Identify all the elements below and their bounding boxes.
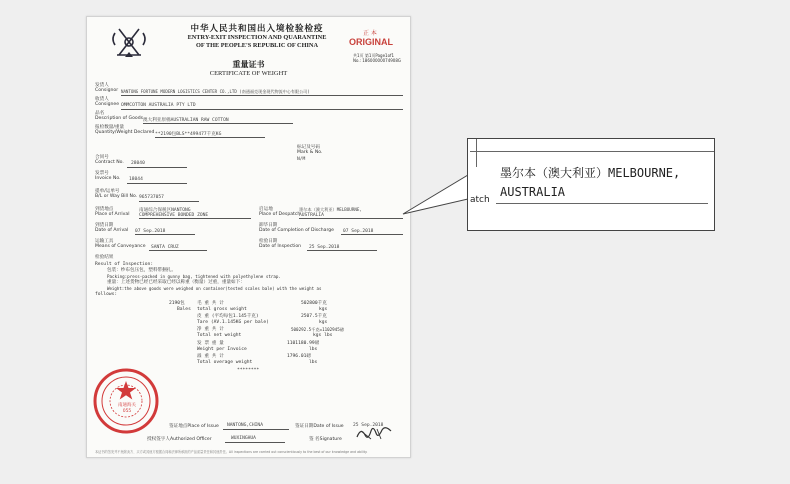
place-of-despatch-label: [259, 207, 300, 218]
tare-label-en: Tare (AV.1.145KG per bale): [197, 320, 269, 325]
contract-label-cn: 合同号: [95, 155, 109, 160]
bill-of-lading-value: 965737057: [139, 195, 164, 200]
zoom-callout: [467, 138, 715, 231]
place-of-arrival-label-cn: 到货地点: [95, 207, 114, 212]
certificate-title-cn: 重量证书: [232, 60, 265, 69]
results-packing-cn: 包装：纱布包压包，塑料带捆扎。: [107, 268, 176, 273]
discharge-line: [341, 234, 403, 235]
handwritten-signature-icon: [355, 425, 393, 443]
place-of-despatch-value-2: AUSTRALIA: [299, 213, 324, 218]
discharge-value: 07 Sep.2018: [343, 229, 374, 234]
certificate-number: No.: 18600000074908G: [353, 58, 401, 63]
bill-of-lading-label-cn: 提单/运单号: [95, 189, 120, 194]
original-cn: 正 本: [363, 30, 377, 37]
consignee-label-en: Consignee: [95, 102, 120, 108]
results-weight-en: Weight:the above goods were weighed on container(tested scales bale) with the weight as: [107, 286, 322, 291]
inspection-date-line: [307, 250, 377, 251]
marks-value: N/M: [297, 157, 306, 162]
bill-of-lading-label-en: B/L or Way Bill No.: [95, 194, 138, 200]
bales-count: 2190包: [169, 301, 185, 306]
results-weight-cn: 重量：上述货物已经已经采取已经以称重（衡量）过重，重量如下：: [107, 280, 245, 285]
original-label: ORIGINAL: [349, 37, 393, 47]
footer-fine-print: 本证书的签发并不免除卖方、买方或其他方根据合同和法律所承担的产品质量责任和其他责任。All inspections are carried out conscientiously to the best of our knowledge and ability.: [95, 450, 368, 454]
net-weight-label-cn: 净 重 共 计: [197, 327, 224, 332]
invoice-label: [95, 171, 121, 182]
invoice-label-en: Invoice No.: [95, 176, 121, 182]
overage-label-en: Total overage weight: [197, 360, 253, 365]
place-of-despatch-label-en: Place of Despatch: [259, 212, 301, 218]
quantity-label-cn: 报检数量/重量: [95, 125, 125, 130]
zoom-top-rule: [470, 151, 714, 152]
date-of-arrival-value: 07 Sep.2018: [135, 229, 166, 234]
end-stars: ********: [237, 368, 260, 373]
quantity-label: [95, 125, 154, 136]
contract-label-en: Contract No.: [95, 160, 124, 166]
bill-of-lading-label: [95, 189, 137, 200]
inspection-date-label-cn: 检验日期: [259, 239, 278, 244]
date-of-arrival-label-cn: 到货日期: [95, 223, 114, 228]
place-of-despatch-line: [299, 218, 403, 219]
stamp-code-text: 055: [122, 409, 132, 414]
tare-label-cn: 皮 重 (平均每包1.145千克): [197, 314, 259, 319]
contract-line: [127, 167, 187, 168]
consignee-line: [121, 109, 403, 110]
place-of-issue-value: NANTONG,CHINA: [227, 423, 263, 428]
bales-label: Bales: [177, 307, 191, 312]
marks-label-cn: 标记及号码: [297, 145, 320, 150]
place-of-arrival-value: 南通综合保税区NANTONG: [139, 208, 191, 213]
results-heading: Result of Inspection:: [95, 262, 154, 267]
bill-of-lading-line: [139, 201, 199, 202]
place-of-arrival-value-2: COMPREHENSIVE BONDED ZONE: [139, 213, 209, 218]
conveyance-label-cn: 运输工具: [95, 239, 114, 244]
authorized-officer-value: WUXINGHUA: [231, 436, 256, 441]
results-label-cn: 检验结果: [95, 255, 114, 260]
discharge-label: [259, 223, 334, 234]
date-of-arrival-label: [95, 223, 128, 234]
consignor-label-cn: 发货人: [95, 83, 109, 88]
zoom-left-rule: [476, 139, 477, 167]
overage-unit: lbs: [309, 360, 318, 365]
ciq-emblem-icon: [105, 25, 153, 63]
consignee-label: [95, 97, 119, 108]
consignor-label: [95, 83, 118, 94]
tare-unit: kgs: [319, 320, 328, 325]
consignee-label-cn: 收货人: [95, 97, 109, 102]
certificate-document: [86, 16, 411, 458]
net-weight-value: 500292.5千克=1102945磅: [291, 327, 344, 332]
gross-weight-value: 502800千克: [301, 301, 327, 306]
title-en: [157, 34, 357, 50]
inspection-date-label: [259, 239, 301, 250]
place-of-issue-line: [223, 429, 289, 430]
stamp-office-text: 南通海关: [118, 403, 136, 408]
place-of-arrival-line: [139, 218, 251, 219]
goods-label-cn: 品名: [95, 111, 105, 116]
consignor-value: NANTONG FORTUNE MODERN LOGISTICS CENTER CO.,LTD (南通福克现金现代物流中心有限公司): [121, 89, 310, 94]
title-en-line1: ENTRY-EXIT INSPECTION AND QUARANTINE: [187, 34, 327, 41]
zoom-despatch-line2: AUSTRALIA: [500, 185, 566, 199]
marks-label: [297, 145, 322, 156]
invoice-weight-label-cn: 发 票 重 量: [197, 341, 224, 346]
zoom-left-label: atch: [470, 195, 490, 205]
date-of-issue-label: 签证日期Date of Issue: [295, 424, 344, 429]
place-of-arrival-label-en: Place of Arrival: [95, 212, 130, 218]
consignor-line: [121, 95, 403, 96]
inspection-date-label-en: Date of Inspection: [259, 244, 302, 250]
invoice-label-cn: 发票号: [95, 171, 109, 176]
date-of-issue-value: 25 Sep.2018: [353, 423, 384, 428]
place-of-despatch-label-cn: 启运地: [259, 207, 273, 212]
goods-label-en: Description of Goods: [95, 116, 144, 122]
invoice-weight-value: 1101180.99磅: [287, 341, 320, 346]
conveyance-line: [149, 250, 207, 251]
gross-weight-label-en: total gross weight: [197, 307, 247, 312]
invoice-line: [127, 183, 187, 184]
discharge-label-cn: 卸毕日期: [259, 223, 278, 228]
goods-label: [95, 111, 143, 122]
place-of-despatch-value: 墨尔本（澳大利亚）MELBOURNE,: [299, 207, 362, 212]
gross-weight-unit: kgs: [319, 307, 328, 312]
net-weight-label-en: Total net weight: [197, 333, 242, 338]
consignee-value: OMMCOTTON AUSTRALIA PTY LTD: [121, 103, 196, 108]
invoice-weight-unit: lbs: [309, 347, 318, 352]
contract-label: [95, 155, 124, 166]
goods-value: 澳大利亚原棉AUSTRALIAN RAW COTTON: [143, 118, 229, 123]
date-of-arrival-line: [135, 234, 195, 235]
results-packing-en: Packing:press-packed in gunny bag, tightened with polyethylene strap.: [107, 274, 281, 279]
page-count: 共1页 第1页Page1of1: [353, 53, 394, 58]
gross-weight-label-cn: 毛 重 共 计: [197, 301, 224, 306]
authorized-officer-label: 授权签字人Authorized Officer: [147, 437, 212, 442]
title-en-line2: OF THE PEOPLE'S REPUBLIC OF CHINA: [195, 42, 319, 49]
inspection-date-value: 25 Sep.2018: [309, 245, 340, 250]
discharge-label-en: Date of Completion of Discharge: [259, 228, 334, 234]
marks-label-en: Mark & No.: [297, 150, 323, 156]
customs-seal-icon: [92, 367, 160, 435]
overage-value: 1796.01磅: [287, 354, 311, 359]
consignor-label-en: Consignor: [95, 88, 119, 94]
title-cn: 中华人民共和国出入境检验检疫: [190, 24, 324, 34]
signature-label: 签 名Signature: [309, 437, 342, 442]
quantity-label-en: Quantity/Weight Declared: [95, 130, 155, 136]
overage-label-cn: 溢 重 共 计: [197, 354, 224, 359]
place-of-arrival-label: [95, 207, 130, 218]
invoice-value: 18044: [129, 177, 143, 182]
tare-value: 2507.5千克: [301, 314, 327, 319]
results-follows: follows:: [95, 292, 118, 297]
certificate-title-en: CERTIFICATE OF WEIGHT: [209, 70, 288, 77]
zoom-underline: [496, 203, 708, 204]
goods-line: [143, 123, 293, 124]
authorized-officer-line: [225, 442, 285, 443]
quantity-line: [155, 137, 265, 138]
invoice-weight-label-en: Weight per Invoice: [197, 347, 247, 352]
place-of-issue-label: 签证地点Place of Issue: [169, 424, 219, 429]
quantity-value: **2190包BLS**499477千克KG: [155, 132, 222, 137]
net-weight-unit: kgs lbs: [313, 333, 333, 338]
contract-value: 28040: [131, 161, 145, 166]
zoom-despatch-line1: 墨尔本（澳大利亚）MELBOURNE,: [500, 166, 681, 180]
date-of-arrival-label-en: Date of Arrival: [95, 228, 129, 234]
conveyance-label: [95, 239, 146, 250]
conveyance-value: SANTA CRUZ: [151, 245, 179, 250]
conveyance-label-en: Means of Conveyance: [95, 244, 146, 250]
